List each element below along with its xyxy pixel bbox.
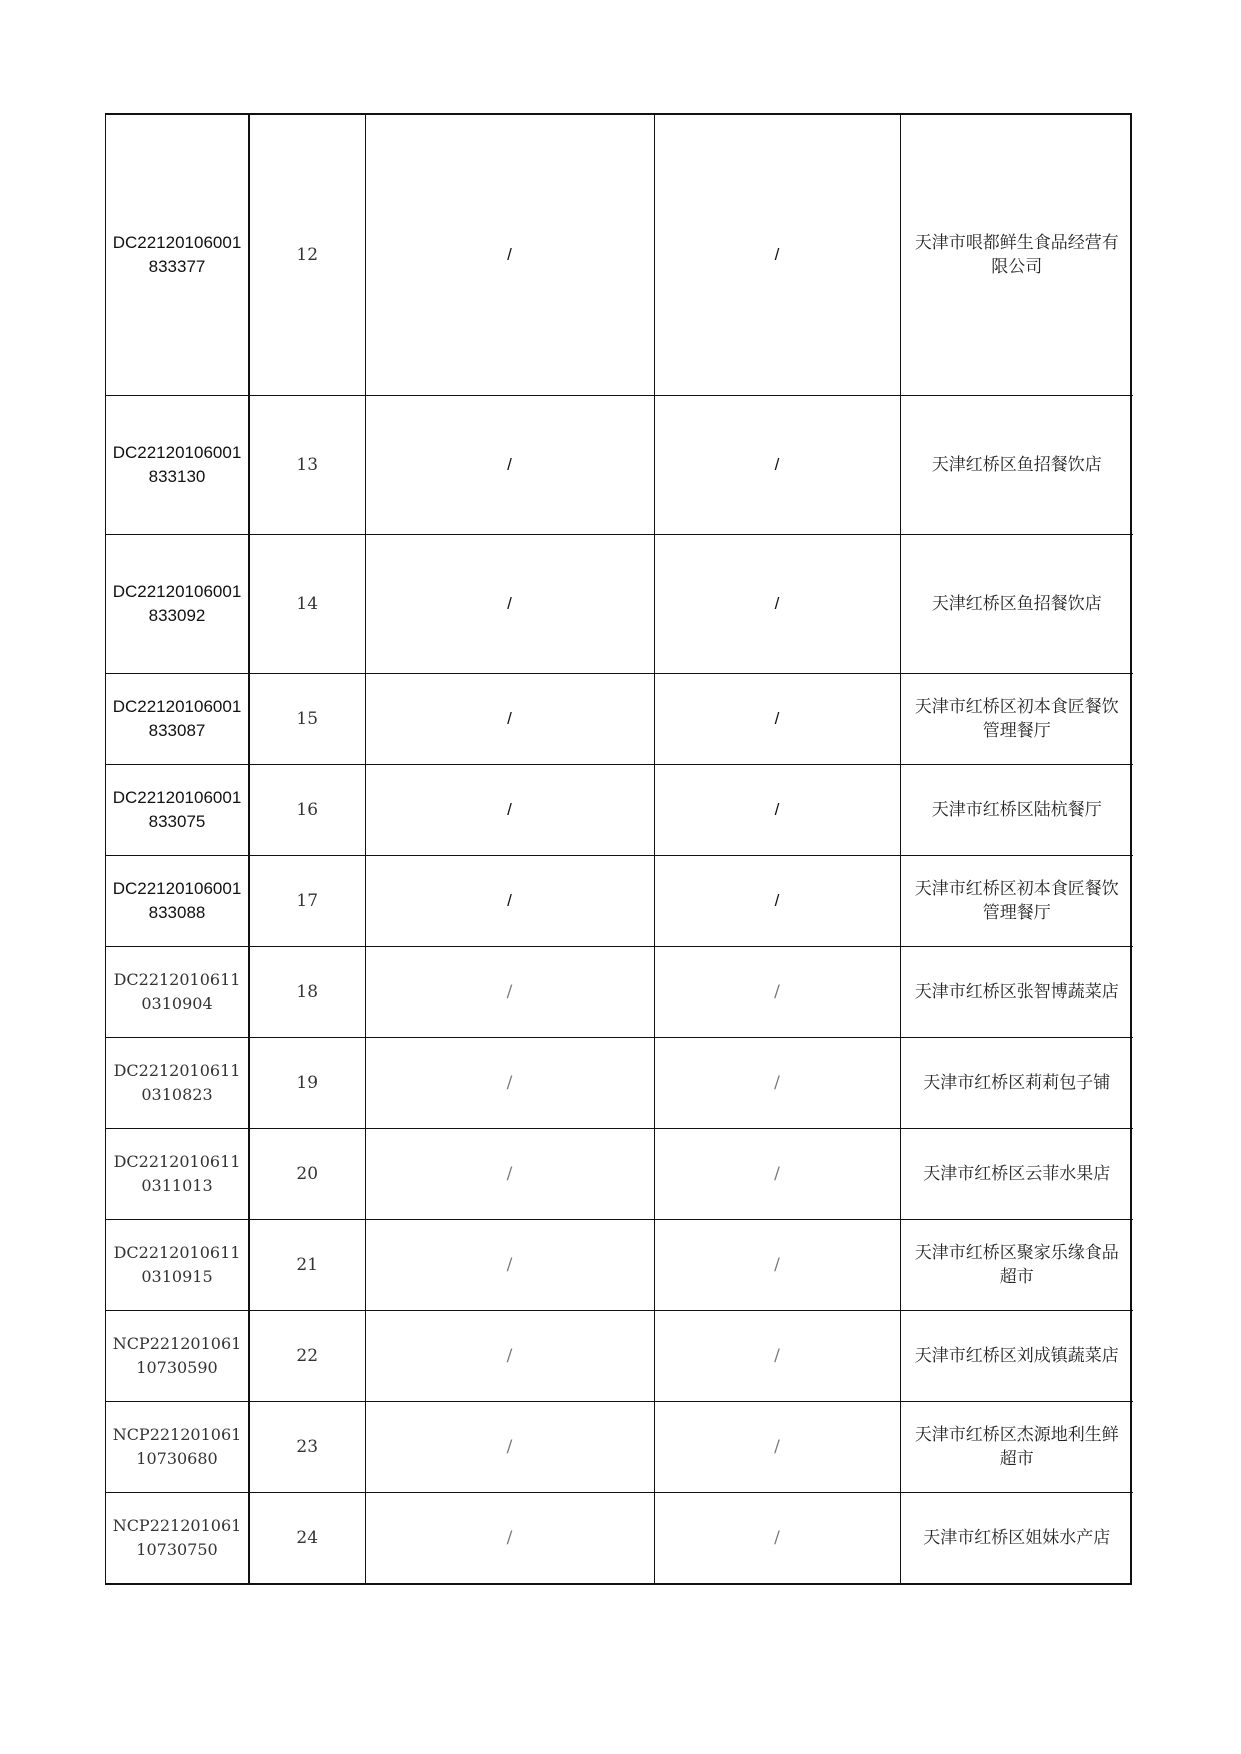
placeholder-cell: / bbox=[365, 764, 654, 855]
placeholder-cell: / bbox=[654, 1401, 900, 1492]
table-row bbox=[106, 534, 1133, 673]
sequence-cell: 18 bbox=[249, 946, 365, 1037]
store-name-cell: 天津红桥区鱼招餐饮店 bbox=[900, 395, 1133, 534]
sequence-cell: 15 bbox=[249, 673, 365, 764]
sequence-cell: 17 bbox=[249, 855, 365, 946]
sequence-cell: 13 bbox=[249, 395, 365, 534]
store-name-cell: 天津市红桥区云菲水果店 bbox=[900, 1128, 1133, 1219]
placeholder-cell: / bbox=[365, 1219, 654, 1310]
sample-code-cell: DC22120106001833130 bbox=[106, 395, 249, 534]
sample-code-cell: DC22120106001833087 bbox=[106, 673, 249, 764]
table-row bbox=[106, 395, 1133, 534]
table-row bbox=[106, 115, 1133, 395]
placeholder-cell: / bbox=[365, 1310, 654, 1401]
placeholder-cell: / bbox=[654, 1310, 900, 1401]
sequence-cell: 23 bbox=[249, 1401, 365, 1492]
results-table-frame bbox=[105, 113, 1132, 1585]
placeholder-cell: / bbox=[654, 946, 900, 1037]
placeholder-cell: / bbox=[365, 1037, 654, 1128]
placeholder-cell: / bbox=[654, 764, 900, 855]
placeholder-cell: / bbox=[654, 1128, 900, 1219]
sequence-cell: 12 bbox=[249, 115, 365, 395]
store-name-cell: 天津市红桥区莉莉包子铺 bbox=[900, 1037, 1133, 1128]
placeholder-cell: / bbox=[365, 115, 654, 395]
table-row bbox=[106, 1310, 1133, 1401]
store-name-cell: 天津市红桥区陆杭餐厅 bbox=[900, 764, 1133, 855]
sequence-cell: 14 bbox=[249, 534, 365, 673]
sample-code-cell: NCP22120106110730750 bbox=[106, 1492, 249, 1583]
placeholder-cell: / bbox=[654, 1219, 900, 1310]
placeholder-cell: / bbox=[365, 395, 654, 534]
sequence-cell: 20 bbox=[249, 1128, 365, 1219]
placeholder-cell: / bbox=[654, 855, 900, 946]
sequence-cell: 24 bbox=[249, 1492, 365, 1583]
sequence-cell: 21 bbox=[249, 1219, 365, 1310]
table-row bbox=[106, 1219, 1133, 1310]
store-name-cell: 天津市红桥区刘成镇蔬菜店 bbox=[900, 1310, 1133, 1401]
sample-code-cell: DC22120106110311013 bbox=[106, 1128, 249, 1219]
table-row bbox=[106, 673, 1133, 764]
table-row bbox=[106, 1128, 1133, 1219]
sample-code-cell: NCP22120106110730590 bbox=[106, 1310, 249, 1401]
sequence-cell: 22 bbox=[249, 1310, 365, 1401]
store-name-cell: 天津市红桥区杰源地利生鲜超市 bbox=[900, 1401, 1133, 1492]
store-name-cell: 天津市哏都鲜生食品经营有限公司 bbox=[900, 115, 1133, 395]
sample-code-cell: DC22120106001833377 bbox=[106, 115, 249, 395]
placeholder-cell: / bbox=[365, 534, 654, 673]
table-row bbox=[106, 855, 1133, 946]
placeholder-cell: / bbox=[654, 534, 900, 673]
table-row bbox=[106, 1492, 1133, 1583]
table-row bbox=[106, 946, 1133, 1037]
placeholder-cell: / bbox=[654, 673, 900, 764]
store-name-cell: 天津市红桥区初本食匠餐饮管理餐厅 bbox=[900, 673, 1133, 764]
placeholder-cell: / bbox=[365, 946, 654, 1037]
store-name-cell: 天津市红桥区姐妹水产店 bbox=[900, 1492, 1133, 1583]
sample-code-cell: DC22120106110310823 bbox=[106, 1037, 249, 1128]
table-row bbox=[106, 764, 1133, 855]
sample-code-cell: NCP22120106110730680 bbox=[106, 1401, 249, 1492]
placeholder-cell: / bbox=[365, 1492, 654, 1583]
sequence-cell: 16 bbox=[249, 764, 365, 855]
results-table-body bbox=[106, 115, 1133, 1583]
store-name-cell: 天津市红桥区初本食匠餐饮管理餐厅 bbox=[900, 855, 1133, 946]
sample-code-cell: DC22120106001833088 bbox=[106, 855, 249, 946]
placeholder-cell: / bbox=[365, 1401, 654, 1492]
results-table bbox=[106, 115, 1133, 1583]
placeholder-cell: / bbox=[654, 1492, 900, 1583]
table-row bbox=[106, 1401, 1133, 1492]
placeholder-cell: / bbox=[654, 115, 900, 395]
placeholder-cell: / bbox=[654, 1037, 900, 1128]
placeholder-cell: / bbox=[365, 673, 654, 764]
table-row bbox=[106, 1037, 1133, 1128]
store-name-cell: 天津市红桥区张智博蔬菜店 bbox=[900, 946, 1133, 1037]
sequence-cell: 19 bbox=[249, 1037, 365, 1128]
store-name-cell: 天津红桥区鱼招餐饮店 bbox=[900, 534, 1133, 673]
store-name-cell: 天津市红桥区聚家乐缘食品超市 bbox=[900, 1219, 1133, 1310]
sample-code-cell: DC22120106110310904 bbox=[106, 946, 249, 1037]
placeholder-cell: / bbox=[365, 855, 654, 946]
placeholder-cell: / bbox=[654, 395, 900, 534]
sample-code-cell: DC22120106001833075 bbox=[106, 764, 249, 855]
sample-code-cell: DC22120106110310915 bbox=[106, 1219, 249, 1310]
sample-code-cell: DC22120106001833092 bbox=[106, 534, 249, 673]
placeholder-cell: / bbox=[365, 1128, 654, 1219]
